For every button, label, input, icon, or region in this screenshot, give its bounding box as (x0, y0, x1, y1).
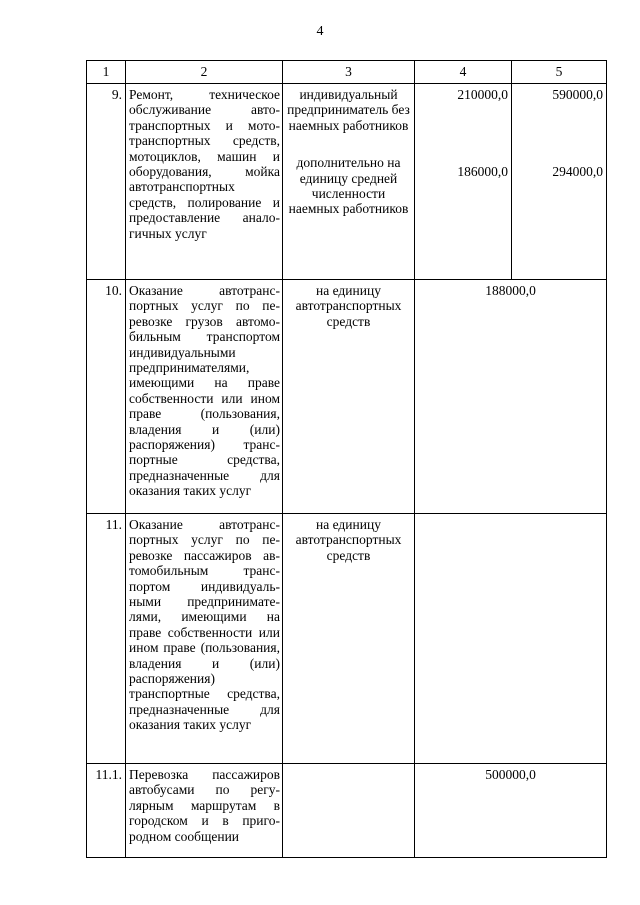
column-header: 5 (512, 61, 607, 84)
amount-value: 500000,0 (415, 764, 607, 858)
column-header: 4 (415, 61, 512, 84)
calculation-base-primary: индивидуальный предприниматель без наемных работников (287, 87, 410, 133)
table-row (87, 514, 607, 764)
activity-description: Оказание автотранспортных услуг по перевозке пассажиров автомобильным транспортом индивидуальными предпринимателями, имеющими на праве собственности или ином праве (пользования, владения и (или) распоряжения) транспортные средства, предназначенные для оказания таких услуг (126, 514, 283, 764)
row-number: 11.1. (87, 764, 126, 858)
activity-description: Ремонт, техническое обслуживание автотранспортных и мототранспортных средств, мотоциклов, машин и оборудования, мойка автотранспортных средств, полирование и предоставление аналогичных услуг (126, 84, 283, 280)
column-header: 2 (126, 61, 283, 84)
amount-value: 294000,0 (552, 164, 603, 179)
calculation-base (283, 84, 415, 280)
row-number: 10. (87, 280, 126, 514)
table-row (87, 764, 607, 858)
amount-value: 188000,0 (415, 280, 607, 514)
tax-rates-table (86, 60, 607, 858)
row-number: 9. (87, 84, 126, 280)
page-number: 4 (316, 24, 324, 39)
column-header: 3 (283, 61, 415, 84)
amount-value: 210000,0 (457, 87, 508, 102)
column-header: 1 (87, 61, 126, 84)
amount-column-5 (512, 84, 607, 280)
activity-description: Оказание автотранспортных услуг по перевозке грузов автомобильным транспортом индивидуальными предпринимателями, имеющими на праве собственности или ином праве (пользования, владения и (или) распоряжения) транспортные средства, предназначенные для оказания таких услуг (126, 280, 283, 514)
table-header-row (87, 61, 607, 84)
table-row (87, 280, 607, 514)
calculation-base-additional: дополнительно на единицу средней численности наемных работников (288, 155, 409, 217)
calculation-base (283, 764, 415, 858)
row-number: 11. (87, 514, 126, 764)
amount-value: 590000,0 (552, 87, 603, 102)
calculation-base: на единицу автотранспортных средств (283, 514, 415, 764)
calculation-base: на единицу автотранспортных средств (283, 280, 415, 514)
amount-column-4 (415, 84, 512, 280)
activity-description: Перевозка пассажиров автобусами по регулярным маршрутам в городском и в пригородном сообщении (126, 764, 283, 858)
amount-value: 186000,0 (457, 164, 508, 179)
table-row (87, 84, 607, 280)
amount-value (415, 514, 607, 764)
